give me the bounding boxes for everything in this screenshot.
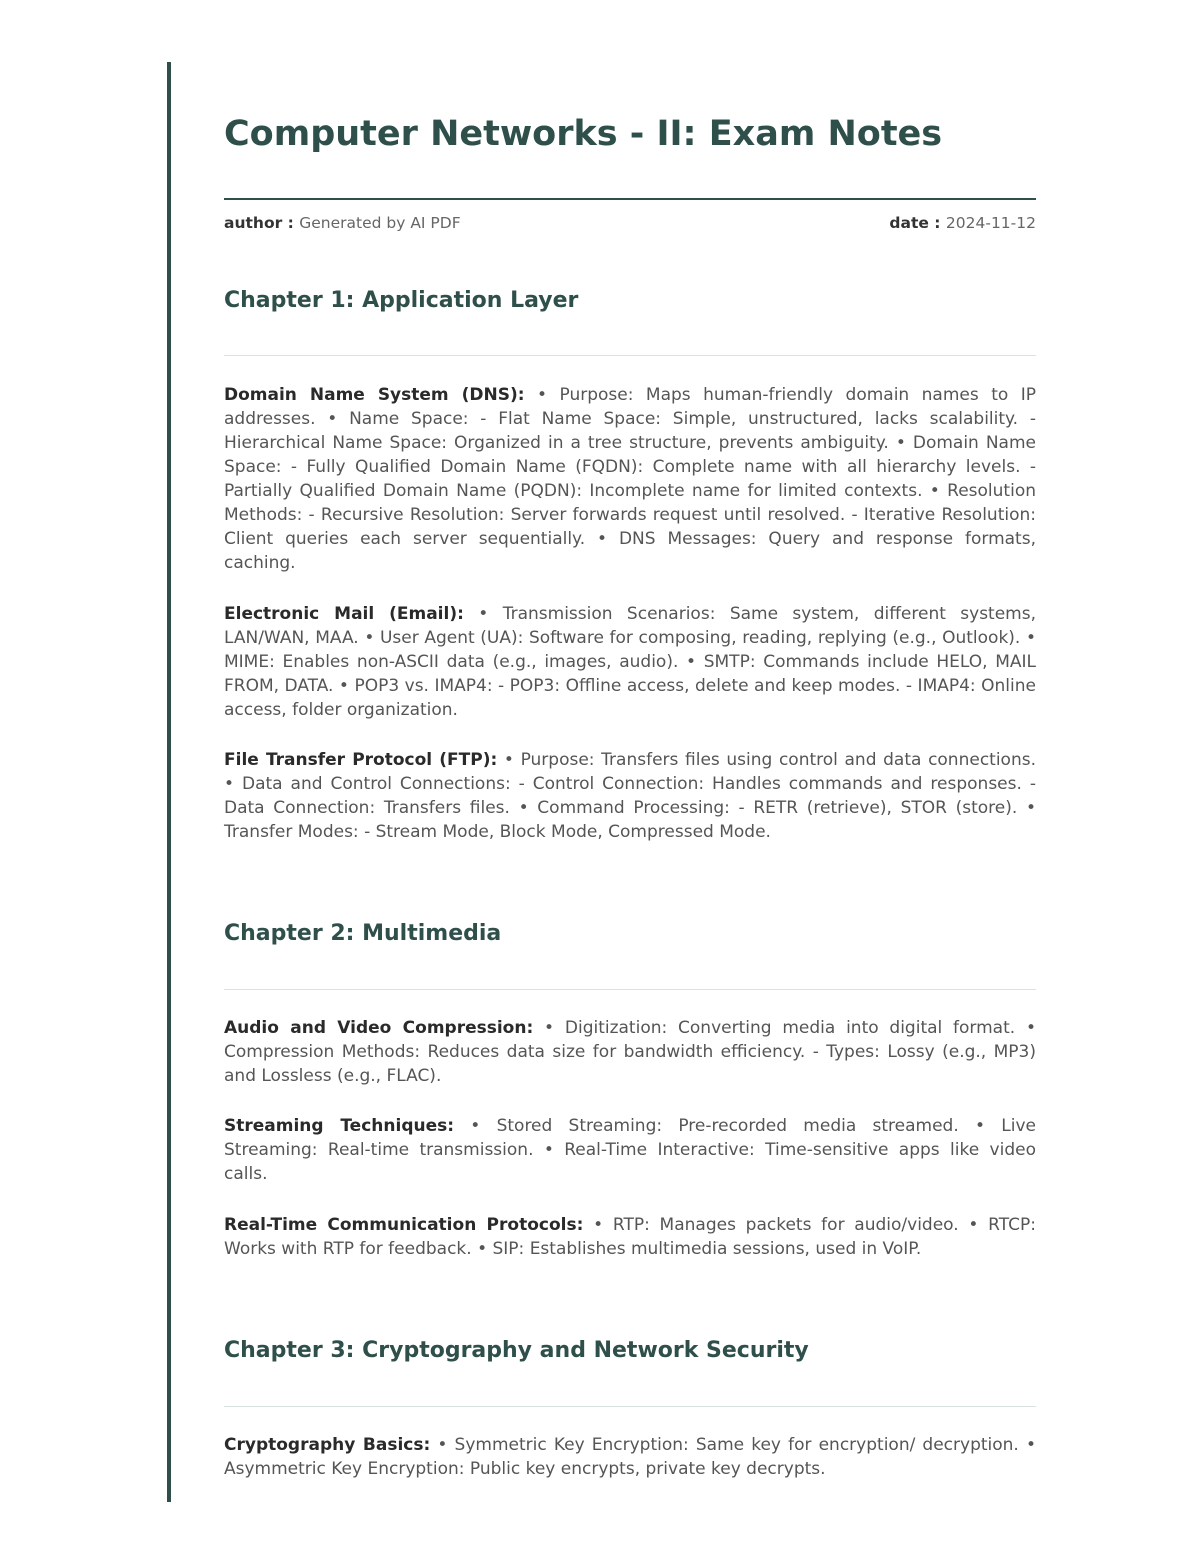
left-margin-rule (167, 62, 171, 1502)
section-term: Domain Name System (DNS): (224, 385, 525, 405)
section-text: • Transmission Scenarios: Same system, different systems, LAN/WAN, MAA. • User Agent (UA): Software for composing, reading, replying (e.g., Outlook). • MIME: Enables non-ASCII data (e.g., images, audio). • SMTP: Commands include HELO, MAIL FROM, DATA. • POP3 vs. IMAP4: - POP3: Offline access, delete and keep modes. - IMAP4: Online access, folder organization. (224, 604, 1037, 720)
section-term: Cryptography Basics: (224, 1435, 431, 1455)
chapter-divider (224, 1406, 1036, 1407)
author-value: Generated by AI PDF (299, 214, 461, 232)
section-email (224, 602, 1036, 722)
document-title: Computer Networks - II: Exam Notes (224, 114, 943, 154)
chapter-heading: Chapter 2: Multimedia (224, 921, 502, 946)
chapter-1 (224, 288, 1036, 313)
chapter-3 (224, 1338, 1036, 1363)
author-separator: : (282, 214, 300, 232)
section-ftp (224, 748, 1036, 844)
section-term: Electronic Mail (Email): (224, 604, 464, 624)
section-dns (224, 383, 1036, 575)
document-meta (224, 214, 1036, 232)
section-text: • Purpose: Transfers files using control and data connections. • Data and Control Connections: - Control Connection: Handles commands and responses. - Data Connection: Transfers files. • Command Processing: - RETR (retrieve), STOR (store). • Transfer Modes: - Stream Mode, Block Mode, Compressed Mode. (224, 750, 1036, 842)
section-text: • Purpose: Maps human-friendly domain names to IP addresses. • Name Space: - Flat Name Space: Simple, unstructured, lacks scalability. - Hierarchical Name Space: Organized in a tree structure, prevents ambiguity. • Domain Name Space: - Fully Qualified Domain Name (FQDN): Complete name with all hierarchy levels. - Partially Qualified Domain Name (PQDN): Incomplete name for limited contexts. • Resolution Methods: - Recursive Resolution: Server forwards request until resolved. - Iterative Resolution: Client queries each server sequentially. • DNS Messages: Query and response formats, caching. (224, 385, 1036, 573)
chapter-2 (224, 921, 1036, 946)
author-label: author (224, 214, 283, 232)
section-text: • Stored Streaming: Pre-recorded media streamed. • Live Streaming: Real-time transmission. • Real-Time Interactive: Time-sensitive apps like video calls. (224, 1116, 1036, 1184)
chapter-divider (224, 355, 1036, 356)
chapter-divider (224, 989, 1036, 990)
section-term: Real-Time Communication Protocols: (224, 1215, 584, 1235)
section-text: • RTP: Manages packets for audio/video. • RTCP: Works with RTP for feedback. • SIP: Establishes multimedia sessions, used in VoIP. (224, 1215, 1036, 1259)
chapter-heading: Chapter 3: Cryptography and Network Security (224, 1338, 809, 1363)
section-realtime-protocols (224, 1213, 1036, 1261)
section-term: File Transfer Protocol (FTP): (224, 750, 498, 770)
date-meta (889, 214, 1036, 232)
title-divider (224, 198, 1036, 200)
author-meta (224, 214, 461, 232)
section-compression (224, 1016, 1036, 1088)
date-value: 2024-11-12 (945, 214, 1036, 232)
chapter-heading: Chapter 1: Application Layer (224, 288, 579, 313)
section-term: Streaming Techniques: (224, 1116, 455, 1136)
section-text: • Digitization: Converting media into digital format. • Compression Methods: Reduces data size for bandwidth efficiency. - Types: Lossy (e.g., MP3) and Lossless (e.g., FLAC). (224, 1018, 1036, 1086)
section-cryptography-basics (224, 1433, 1036, 1481)
section-term: Audio and Video Compression: (224, 1018, 534, 1038)
date-separator: : (928, 214, 946, 232)
section-streaming (224, 1114, 1036, 1186)
date-label: date (889, 214, 929, 232)
section-text: • Symmetric Key Encryption: Same key for encryption/ decryption. • Asymmetric Key Encryption: Public key encrypts, private key decrypts. (224, 1435, 1036, 1479)
